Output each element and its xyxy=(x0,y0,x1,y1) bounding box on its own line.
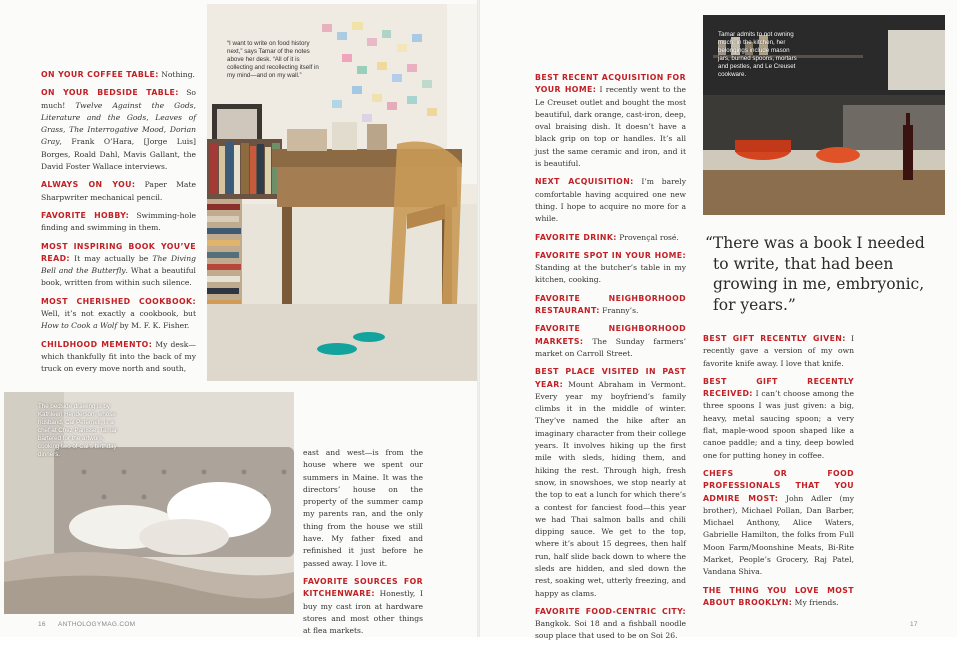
pull-quote-line: to write, that had been xyxy=(713,254,894,273)
qa-best-place-visited: BEST PLACE VISITED IN PAST YEAR: Mount Abraham in Vermont. Every year my boyfriend’s family climbs it in the middle of winter. They’ve named the hike after an imaginary character from their college years. It involves hiking up the first mile with sleds, hiding them, and hiking the rest. Through high, fresh snow, in snowshoes, we stop nearly at the top to eat a lunch for which there’s a contest for fanciest food—this year we had Thai salmon balls and chili dipping sauce. We get to the top, where it’s about 15 degrees, then half run, half slide back down to where the sleds are hidden, and sled down the rest, soaking wet, utterly freezing, and happy as clams. xyxy=(535,367,686,598)
qa-gift-received: BEST GIFT RECENTLY RECEIVED: I can’t choose among the three spoons I was just given: a big, heavy, metal saucing spoon; a very flat, maple-wood spoon shaped like a canoe paddle; and a tiny, deep bowled one for putting honey in coffee. xyxy=(703,376,854,460)
pull-quote xyxy=(705,233,945,315)
qa-inspiring-book: MOST INSPIRING BOOK YOU’VE READ: It may actually be The Diving Bell and the Butterfly. What a beautiful book, written from within such silence. xyxy=(41,241,196,288)
qa-childhood-memento: CHILDHOOD MEMENTO: My desk—which thankfully fit into the back of my truck on every move north and south, xyxy=(41,339,196,374)
qa-favorite-hobby: FAVORITE HOBBY: Swimming-hole finding and swimming in them. xyxy=(41,210,196,233)
qa-cherished-cookbook: MOST CHERISHED COOKBOOK: Well, it’s not exactly a cookbook, but How to Cook a Wolf by M. F. K. Fisher. xyxy=(41,296,196,331)
qa-neighborhood-markets: FAVORITE NEIGHBORHOOD MARKETS: The Sunday farmers’ market on Carroll Street. xyxy=(535,324,686,358)
qa-love-about-brooklyn: THE THING YOU LOVE MOST ABOUT BROOKLYN: My friends. xyxy=(703,585,854,607)
right-page-column-b xyxy=(703,333,854,615)
left-column xyxy=(41,69,196,382)
left-page-number: 16 xyxy=(38,621,46,628)
memento-continuation: east and west—is from the house where we spent our summers in Maine. It was the directors’ house on the property of the summer camp my parents ran, and the only thing from the house we still have. My father fixed and refinished it just before he passed away. I love it. xyxy=(303,448,423,568)
pull-quote-line: “There was a book I needed xyxy=(705,234,925,252)
right-page-column-a xyxy=(535,72,686,649)
qa-next-acquisition: NEXT ACQUISITION: I’m barely comfortable having acquired one new thing. I hope to acquire no more for a while. xyxy=(535,177,686,224)
qa-recent-acquisition: BEST RECENT ACQUISITION FOR YOUR HOME: I recently went to the Le Creuset outlet and bought the most beautiful, dark orange, cast-iron, deep, oval braising dish. It doesn’t have a black grip on top or handles. It’s all just the same ceramic and iron, and it is beautiful. xyxy=(535,73,686,169)
left-page-continuation-column xyxy=(303,447,423,643)
qa-chefs-admired: CHEFS OR FOOD PROFESSIONALS THAT YOU ADMIRE MOST: John Adler (my brother), Michael Pollan, Dan Barber, Michael Anthony, Alice Waters, Gabrielle Hamilton, the folks from Full Moon Farm/Moonshine Meats, Bi-Rite Market, People’s Grocery, Raj Patel, Vandana Shiva. xyxy=(703,468,854,577)
qa-favorite-spot: FAVORITE SPOT IN YOUR HOME: Standing at the butcher’s table in my kitchen, cooking. xyxy=(535,250,686,285)
footer-site: ANTHOLOGYMAG.COM xyxy=(58,621,136,628)
desk-photo-caption: “I want to write on food history next,” says Tamar of the notes above her desk. “All of it is collecting and recollecting itself in my mind—and on my wall.” xyxy=(227,40,319,79)
pull-quote-line: growing in me, embryonic, xyxy=(713,275,925,293)
qa-neighborhood-restaurant: FAVORITE NEIGHBORHOOD RESTAURANT: Franny’s. xyxy=(535,293,686,316)
qa-kitchenware-sources: FAVORITE SOURCES FOR KITCHENWARE: Honestly, I buy my cast iron at hardware stores and most other things at flea markets. xyxy=(303,576,423,636)
qa-gift-given: BEST GIFT RECENTLY GIVEN: I recently gave a version of my own favorite knife away. I love that knife. xyxy=(703,334,855,368)
qa-always-on-you: ALWAYS ON YOU: Paper Mate Sharpwriter mechanical pencil. xyxy=(41,180,196,202)
qa-bedside-table: ON YOUR BEDSIDE TABLE: So much! Twelve Against the Gods, Literature and the Gods, Leaves of Grass, The Interrogative Mood, Dorian Gray, Frank O’Hara, [Jorge Luis] Borges, Roald Dahl, Mavis Gallant, the David Foster Wallace interviews. xyxy=(41,88,197,172)
qa-coffee-table: ON YOUR COFFEE TABLE: Nothing. xyxy=(41,70,195,79)
qa-favorite-drink: FAVORITE DRINK: Provençal rosé. xyxy=(535,232,679,242)
right-page-number: 17 xyxy=(910,621,918,628)
kitchen-photo-caption: Tamar admits to not owning much; in the kitchen, her belongings include mason jars, burned spoons, mortars and pestles, and Le Creuset cookware. xyxy=(718,31,797,78)
bed-photo-caption: The bedside drawing is by Kathleen Henderson, whose husband, Cal Peternell, is a chef at Chez Panisse. Tamar bartered for the artwork, cooking two of Cal’s birthday dinners. xyxy=(38,403,117,458)
qa-food-centric-city: FAVORITE FOOD-CENTRIC CITY: Bangkok. Soi 18 and a fishball noodle soup place that used to be on Soi 26. xyxy=(535,606,686,641)
pull-quote-line: for years.” xyxy=(713,295,796,314)
